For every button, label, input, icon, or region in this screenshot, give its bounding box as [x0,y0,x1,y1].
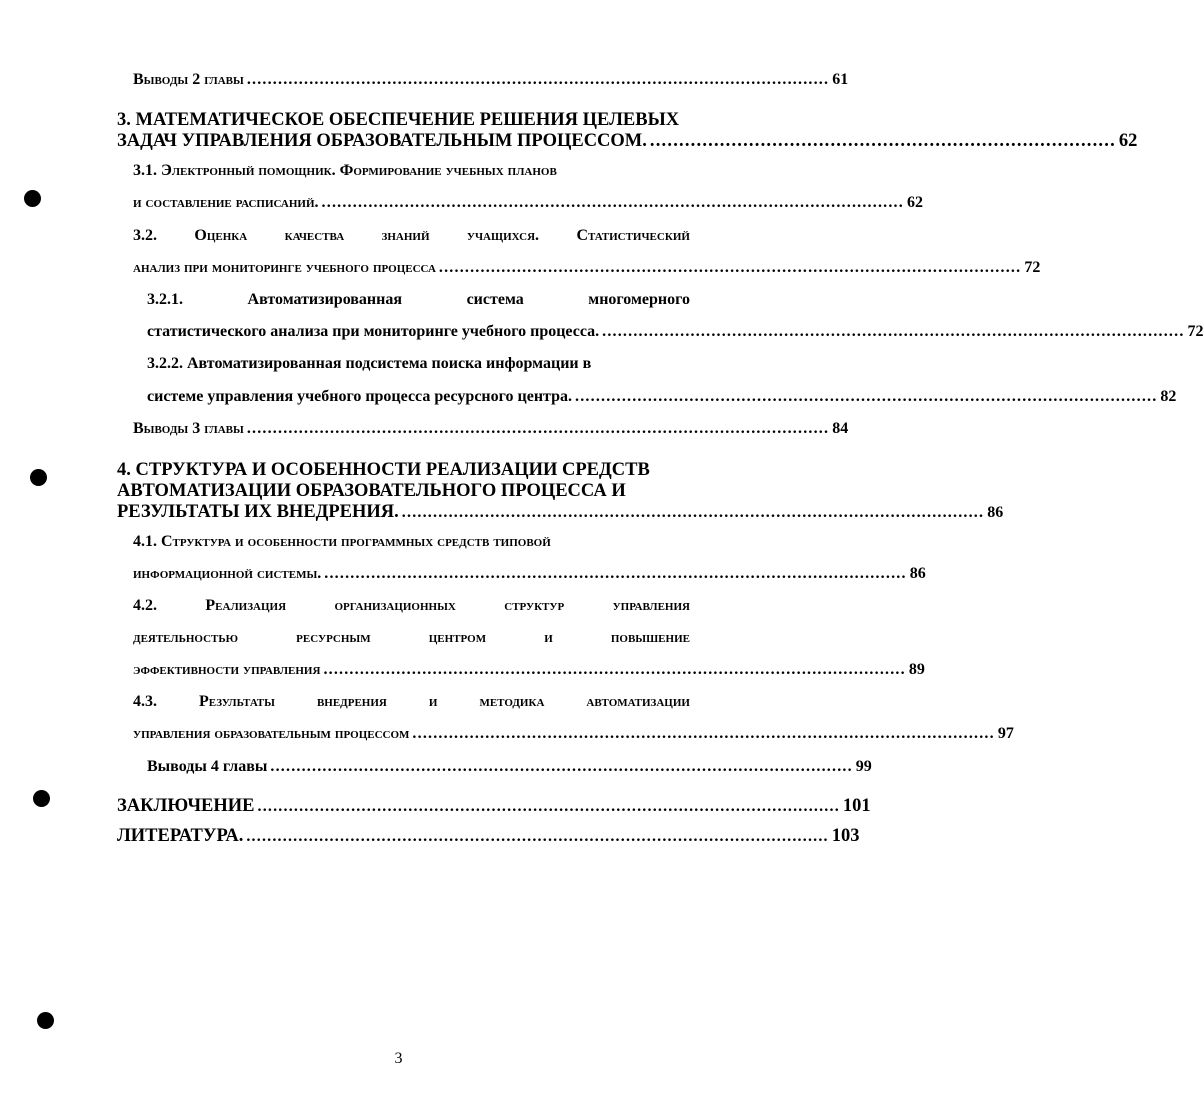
toc-page: 86 [987,504,1004,521]
toc-title: эффективности управления [133,661,321,678]
toc-word: система [466,291,524,308]
toc-word: ресурсным [296,629,371,646]
toc-word: учащихся. [466,227,540,244]
toc-leader: ................................................................................ [649,131,1116,151]
toc-word: многомерного [588,291,690,308]
toc-title: ЗАДАЧ УПРАВЛЕНИЯ ОБРАЗОВАТЕЛЬНЫМ ПРОЦЕССОМ. [117,131,647,151]
toc-title: Выводы 4 главы [147,758,268,775]
toc-title: и составление расписаний. [133,194,319,211]
toc-page: 62 [1118,131,1138,151]
toc-section-4-3-line2 [133,724,1014,744]
toc-title: Выводы 3 главы [133,420,244,437]
toc-title: управления образовательным процессом [133,725,410,742]
toc-leader: ................................................................................................................ [246,71,830,88]
toc-chapter-4-line1: 4. СТРУКТУРА И ОСОБЕННОСТИ РЕАЛИЗАЦИИ СРЕДСТВ [117,460,650,480]
toc-page: 72 [1024,259,1041,276]
toc-title: ЛИТЕРАТУРА. [117,826,244,846]
toc-chapter-4-line3 [117,501,1004,524]
toc-section-3-2-1-line2 [147,322,1204,342]
toc-word: 3.2.1. [147,291,183,308]
toc-leader: ................................................................................................................ [575,388,1158,405]
toc-entry-literature [117,825,860,848]
toc-page: 103 [831,826,860,846]
toc-leader: ................................................................................................................ [323,661,906,678]
toc-leader: ................................................................................................................ [401,504,985,521]
toc-page: 62 [906,194,923,211]
toc-entry-conclusions-ch3 [133,419,849,439]
toc-page: 97 [997,725,1014,742]
toc-word: методика [479,693,545,710]
toc-word: знаний [381,227,430,244]
toc-section-3-2-line1 [133,226,690,246]
toc-page: 101 [842,796,871,816]
toc-section-4-2-line2 [133,628,690,648]
toc-word: 3.2. [133,227,157,244]
toc-title: информационной системы. [133,565,322,582]
toc-title: системе управления учебного процесса ресурсного центра. [147,388,573,405]
toc-page: 61 [832,71,849,88]
toc-page: 86 [909,565,926,582]
punch-hole-2 [30,469,47,486]
toc-word: Автоматизированная [247,291,403,308]
toc-word: организационных [334,597,456,614]
toc-page: 72 [1187,323,1204,340]
toc-page: 82 [1160,388,1177,405]
toc-word: и [428,693,438,710]
toc-word: деятельностью [133,629,239,646]
toc-word: Оценка [194,227,248,244]
toc-title: статистического анализа при мониторинге учебного процесса. [147,323,600,340]
toc-chapter-4-line2: АВТОМАТИЗАЦИИ ОБРАЗОВАТЕЛЬНОГО ПРОЦЕССА И [117,481,626,501]
punch-hole-1 [24,190,41,207]
toc-section-3-2-2-line2 [147,387,1177,407]
toc-word: внедрения [316,693,387,710]
toc-entry-conclusions-ch2 [133,70,849,90]
toc-word: Результаты [199,693,275,710]
toc-leader: ................................................................................................................ [438,259,1022,276]
toc-page: 89 [908,661,925,678]
toc-section-3-2-line2 [133,258,1041,278]
toc-word: автоматизации [586,693,690,710]
toc-title: ЗАКЛЮЧЕНИЕ [117,796,255,816]
punch-hole-3 [33,790,50,807]
toc-title: РЕЗУЛЬТАТЫ ИХ ВНЕДРЕНИЯ. [117,502,399,522]
toc-section-4-3-line1 [133,692,690,712]
toc-chapter-3-line2 [117,130,1138,152]
toc-word: и [544,629,553,646]
toc-section-4-1-line1: 4.1. Структура и особенности программных средств типовой [133,533,551,550]
toc-word: Реализация [205,597,287,614]
toc-leader: ................................................................................................................ [324,565,907,582]
toc-chapter-3-line1: 3. МАТЕМАТИЧЕСКОЕ ОБЕСПЕЧЕНИЕ РЕШЕНИЯ ЦЕЛЕВЫХ [117,110,680,130]
toc-page: 84 [832,420,849,437]
toc-title: Выводы 2 главы [133,71,244,88]
toc-leader: ................................................................................................................ [412,725,995,742]
toc-section-3-1-line2 [133,193,923,213]
page-number: 3 [394,1050,403,1067]
toc-word: управления [612,597,690,614]
toc-section-4-2-line1 [133,596,690,616]
toc-word: Статистический [576,227,690,244]
toc-section-3-2-2-line1: 3.2.2. Автоматизированная подсистема поиска информации в [147,355,592,372]
toc-section-3-2-1-line1 [147,290,690,310]
toc-word: 4.3. [133,693,157,710]
toc-section-4-1-line2 [133,564,926,584]
toc-word: центром [428,629,487,646]
toc-section-3-1-line1: 3.1. Электронный помощник. Формирование учебных планов [133,162,557,179]
toc-entry-conclusion [117,795,871,818]
toc-page: 99 [855,758,872,775]
toc-leader: ................................................................................................................ [602,323,1185,340]
toc-entry-conclusions-ch4 [147,757,872,777]
toc-leader: ................................................................................................................ [246,828,829,845]
toc-leader: ................................................................................................................ [246,420,830,437]
toc-leader: ................................................................................................................ [257,798,840,815]
toc-word: 4.2. [133,597,157,614]
toc-title: анализ при мониторинге учебного процесса [133,259,436,276]
punch-hole-4 [37,1012,54,1029]
toc-leader: ................................................................................................................ [321,194,904,211]
toc-word: качества [284,227,345,244]
toc-leader: ................................................................................................................ [270,758,853,775]
toc-section-4-2-line3 [133,660,925,680]
toc-word: повышение [610,629,690,646]
toc-word: структур [504,597,565,614]
